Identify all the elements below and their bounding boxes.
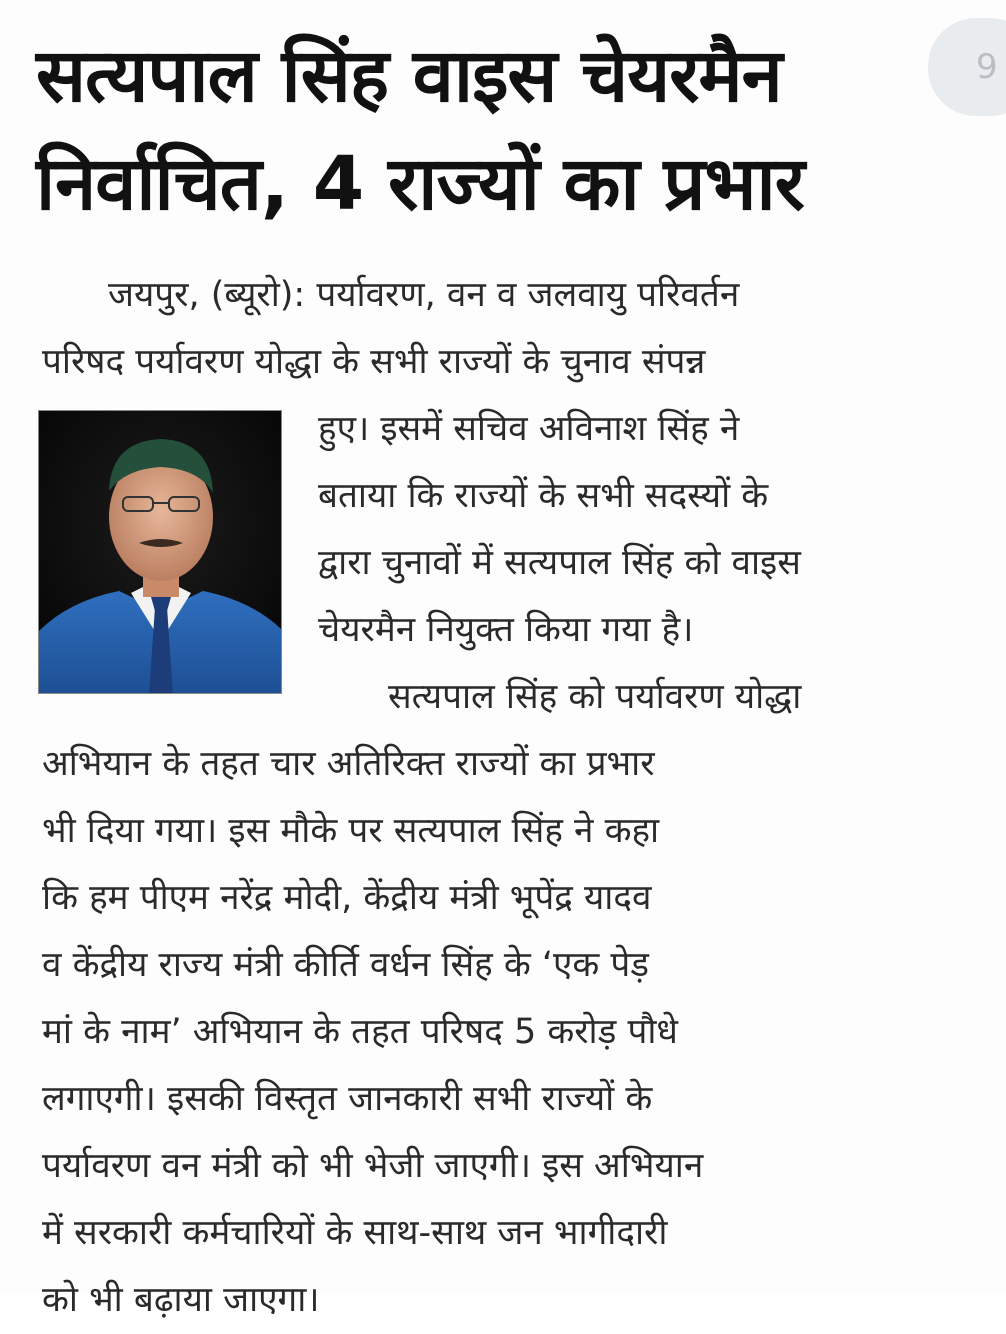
body-line: कि हम पीएम नरेंद्र मोदी, केंद्रीय मंत्री भूपेंद्र यादव xyxy=(42,878,652,918)
body-line: द्वारा चुनावों में सत्यपाल सिंह को वाइस xyxy=(318,543,801,583)
body-line: सत्यपाल सिंह को पर्यावरण योद्धा xyxy=(388,677,802,717)
body-line: भी दिया गया। इस मौके पर सत्यपाल सिंह ने कहा xyxy=(42,811,660,851)
headline-line-2: निर्वाचित, 4 राज्यों का प्रभार xyxy=(36,141,804,227)
body-line: को भी बढ़ाया जाएगा। xyxy=(42,1280,320,1320)
body-line: जयपुर, (ब्यूरो): पर्यावरण, वन व जलवायु परिवर्तन xyxy=(108,275,740,315)
headline-line-1: सत्यपाल सिंह वाइस चेयरमैन xyxy=(36,33,782,119)
body-line: परिषद पर्यावरण योद्धा के सभी राज्यों के चुनाव संपन्न xyxy=(42,342,706,382)
body-line: चेयरमैन नियुक्त किया गया है। xyxy=(318,610,694,650)
body-line: लगाएगी। इसकी विस्तृत जानकारी सभी राज्यों के xyxy=(42,1079,653,1119)
body-line: में सरकारी कर्मचारियों के साथ-साथ जन भागीदारी xyxy=(42,1213,668,1253)
body-line: पर्यावरण वन मंत्री को भी भेजी जाएगी। इस अभियान xyxy=(42,1146,704,1186)
body-line: मां के नाम’ अभियान के तहत परिषद 5 करोड़ पौधे xyxy=(42,1012,678,1052)
headline xyxy=(36,22,916,238)
body-line: अभियान के तहत चार अतिरिक्त राज्यों का प्रभार xyxy=(42,744,655,784)
page-number-badge: 9 xyxy=(928,18,1006,116)
body-line: व केंद्रीय राज्य मंत्री कीर्ति वर्धन सिंह के ‘एक पेड़ xyxy=(42,945,649,985)
body-line: हुए। इसमें सचिव अविनाश सिंह ने xyxy=(318,409,740,449)
article-body xyxy=(42,262,982,1334)
body-line: बताया कि राज्यों के सभी सदस्यों के xyxy=(318,476,769,516)
